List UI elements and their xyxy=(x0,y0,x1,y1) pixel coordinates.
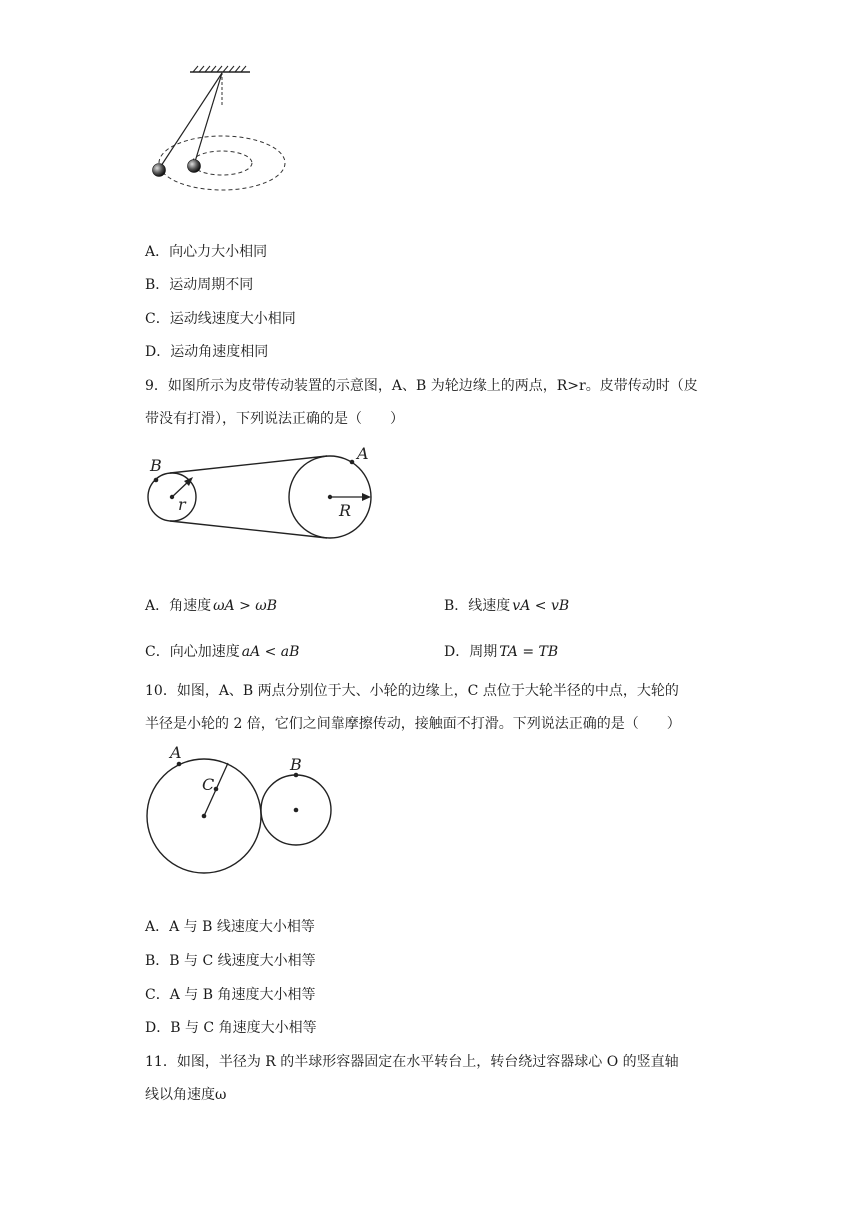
label-r: r xyxy=(178,495,186,514)
point-A xyxy=(350,460,355,465)
friction-wheels-figure xyxy=(140,742,340,877)
label-A: A xyxy=(357,444,369,463)
q11-stem-line1: 11．如图，半径为 R 的半球形容器固定在水平转台上，转台绕过容器球心 O 的竖直轴 xyxy=(145,1054,679,1070)
point-C xyxy=(214,787,219,792)
q11-stem-line2: 线以角速度ω xyxy=(145,1087,227,1103)
ceiling-hatch xyxy=(193,66,246,72)
q8-option-c: C．运动线速度大小相同 xyxy=(145,311,296,327)
belt-top xyxy=(170,456,327,473)
label-B: B xyxy=(150,456,162,475)
q8-option-a: A．向心力大小相同 xyxy=(145,244,268,260)
string-long xyxy=(159,73,222,169)
q10-stem-line1: 10．如图，A、B 两点分别位于大、小轮的边缘上，C 点位于大轮半径的中点，大轮的 xyxy=(145,683,679,699)
belt-bottom xyxy=(170,521,327,538)
q9-option-a xyxy=(145,596,277,616)
point-A xyxy=(177,762,182,767)
label-B: B xyxy=(290,755,302,774)
radius-R-arrowhead xyxy=(362,493,371,501)
q10-stem-line2: 半径是小轮的 2 倍，它们之间靠摩擦传动，接触面不打滑。下列说法正确的是（ ） xyxy=(145,716,681,732)
belt-drive-figure xyxy=(140,440,390,545)
q9-option-b-text: B．线速度 xyxy=(444,598,511,614)
q10-option-b: B．B 与 C 线速度大小相等 xyxy=(145,953,316,969)
q8-option-b: B．运动周期不同 xyxy=(145,277,254,293)
q9-option-d-text: D．周期 xyxy=(444,644,498,660)
q9-option-b xyxy=(444,596,569,616)
q9-option-d-expr: TA = TB xyxy=(499,644,559,660)
q9-stem-line1: 9．如图所示为皮带传动装置的示意图，A、B 为轮边缘上的两点，R>r。皮带传动时（皮 xyxy=(145,378,698,394)
label-R: R xyxy=(339,501,352,520)
label-C: C xyxy=(202,775,215,794)
ball-outer xyxy=(153,164,166,177)
q10-option-c: C．A 与 B 角速度大小相等 xyxy=(145,987,316,1003)
q9-option-d xyxy=(444,642,558,662)
ball-inner xyxy=(188,160,201,173)
label-A: A xyxy=(170,743,182,762)
conical-pendulum-figure xyxy=(140,62,300,197)
q9-option-c-text: C．向心加速度 xyxy=(145,644,240,660)
point-B xyxy=(154,478,159,483)
q10-option-a: A．A 与 B 线速度大小相等 xyxy=(145,919,315,935)
inner-orbit xyxy=(192,151,252,175)
q9-option-a-text: A．角速度 xyxy=(145,598,212,614)
q9-option-b-expr: vA < vB xyxy=(512,598,570,614)
q9-option-c xyxy=(145,642,299,662)
q9-option-a-expr: ωA > ωB xyxy=(213,598,277,614)
q9-stem-line2: 带没有打滑），下列说法正确的是（ ） xyxy=(145,411,404,427)
q10-option-d: D．B 与 C 角速度大小相等 xyxy=(145,1020,317,1036)
outer-orbit xyxy=(159,136,285,190)
small-center xyxy=(294,808,299,813)
q8-option-d: D．运动角速度相同 xyxy=(145,344,269,360)
q9-option-c-expr: aA < aB xyxy=(241,644,300,660)
large-center xyxy=(202,814,207,819)
